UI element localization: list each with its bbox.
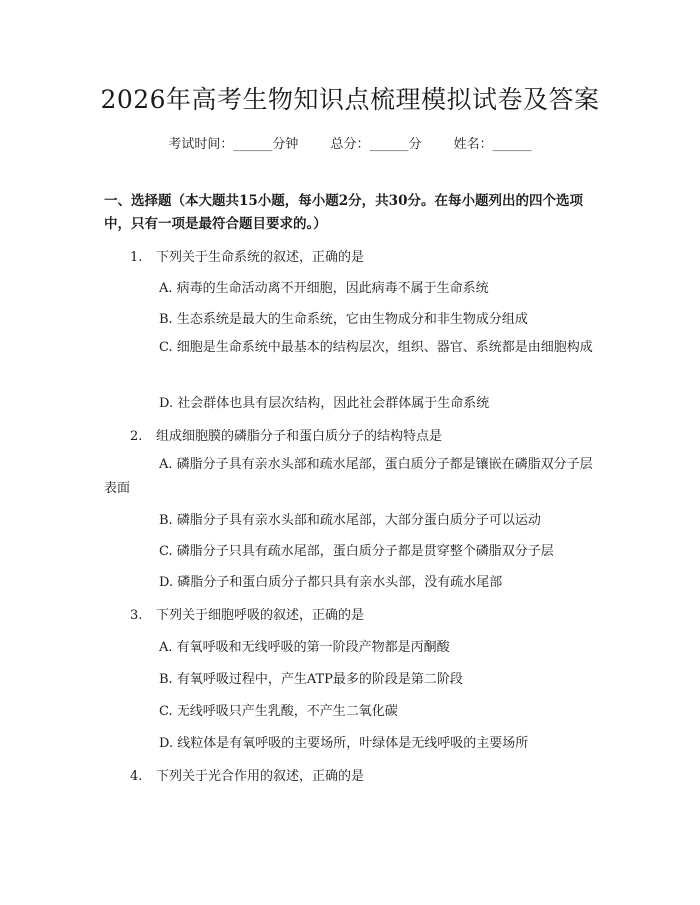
student-name: 姓名：______ <box>453 137 532 152</box>
question-number: 2. <box>130 429 143 444</box>
q3-option-b: B. 有氧呼吸过程中，产生ATP最多的阶段是第二阶段 <box>159 672 463 687</box>
q3-option-a: A. 有氧呼吸和无线呼吸的第一阶段产物都是丙酮酸 <box>159 640 450 655</box>
question-stem: 下列关于光合作用的叙述，正确的是 <box>156 769 365 784</box>
question-1 <box>130 246 364 265</box>
q2-option-c: C. 磷脂分子只具有疏水尾部，蛋白质分子都是贯穿整个磷脂双分子层 <box>159 544 554 559</box>
q3-option-c: C. 无线呼吸只产生乳酸，不产生二氧化碳 <box>159 704 398 719</box>
question-stem: 下列关于细胞呼吸的叙述，正确的是 <box>156 608 365 623</box>
exam-title: 2026年高考生物知识点梳理模拟试卷及答案 <box>100 85 600 114</box>
question-3 <box>130 604 364 623</box>
q1-option-d: D. 社会群体也具有层次结构，因此社会群体属于生命系统 <box>159 396 490 411</box>
q2-option-b: B. 磷脂分子具有亲水头部和疏水尾部，大部分蛋白质分子可以运动 <box>159 513 541 528</box>
q3-option-d: D. 线粒体是有氧呼吸的主要场所，叶绿体是无线呼吸的主要场所 <box>159 736 529 751</box>
question-number: 3. <box>130 608 143 623</box>
q2-option-d: D. 磷脂分子和蛋白质分子都只具有亲水头部，没有疏水尾部 <box>159 575 503 590</box>
q1-option-b: B. 生态系统是最大的生命系统，它由生物成分和非生物成分组成 <box>159 312 528 327</box>
question-number: 1. <box>130 250 143 265</box>
question-number: 4. <box>130 769 143 784</box>
question-stem: 下列关于生命系统的叙述，正确的是 <box>156 250 365 265</box>
q1-option-c: C. 细胞是生命系统中最基本的结构层次，组织、器官、系统都是由细胞构成 <box>159 340 593 355</box>
question-4 <box>130 765 364 784</box>
total-score: 总分：______分 <box>330 137 422 152</box>
question-2 <box>130 425 442 444</box>
section-heading: 一、选择题（本大题共15小题，每小题2分，共30分。在每小题列出的四个选项中，只有一项是最符合题目要求的。） <box>104 193 583 232</box>
question-stem: 组成细胞膜的磷脂分子和蛋白质分子的结构特点是 <box>156 429 443 444</box>
q1-option-a: A. 病毒的生命活动离不开细胞，因此病毒不属于生命系统 <box>159 281 489 296</box>
exam-meta <box>0 133 700 152</box>
q2-option-a: A. 磷脂分子具有亲水头部和疏水尾部，蛋白质分子都是镶嵌在磷脂双分子层表面 <box>104 457 593 496</box>
exam-time: 考试时间：______分钟 <box>168 137 299 152</box>
